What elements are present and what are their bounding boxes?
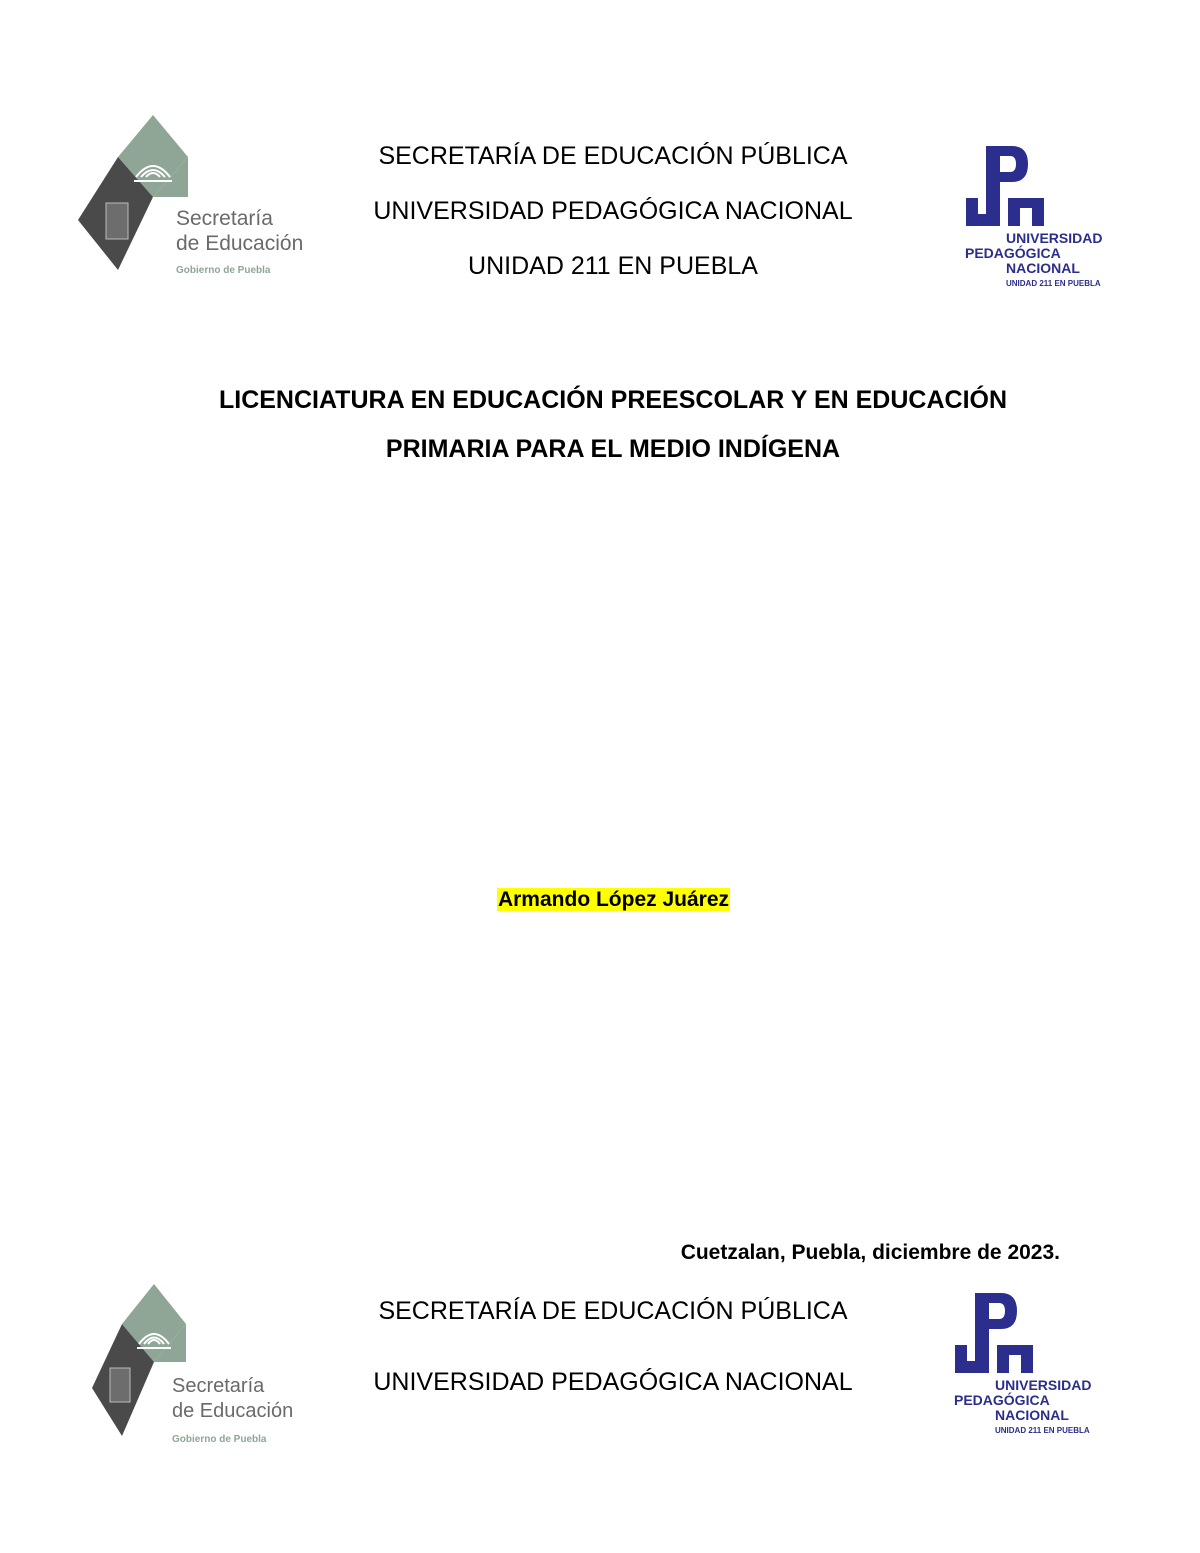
page2-header-line-1: SECRETARÍA DE EDUCACIÓN PÚBLICA: [378, 1297, 848, 1325]
header-line-1: SECRETARÍA DE EDUCACIÓN PÚBLICA: [378, 142, 848, 170]
upn-logo-2-line1: UNIVERSIDAD: [995, 1377, 1092, 1393]
sep-logo-line2: de Educación: [176, 232, 304, 255]
sep-logo: [78, 115, 304, 280]
upn-logo-2-line3: NACIONAL: [995, 1407, 1069, 1423]
upn-logo-line4: UNIDAD 211 EN PUEBLA: [1006, 279, 1101, 288]
header-line-3: UNIDAD 211 EN PUEBLA: [468, 252, 758, 280]
author-highlight: Armando López Juárez: [497, 888, 730, 911]
sep-logo-2-line1: Secretaría: [172, 1375, 265, 1397]
page2-header-line-2: UNIVERSIDAD PEDAGÓGICA NACIONAL: [373, 1368, 853, 1396]
program-line-2: PRIMARIA PARA EL MEDIO INDÍGENA: [385, 435, 841, 463]
upn-logo-line3: NACIONAL: [1006, 260, 1080, 276]
upn-logo-line1: UNIVERSIDAD: [1006, 230, 1103, 246]
program-line-1: LICENCIATURA EN EDUCACIÓN PREESCOLAR Y EN EDUCACIÓN: [218, 386, 1008, 414]
sep-logo-line1: Secretaría: [176, 207, 273, 230]
upn-logo-2-line2: PEDAGÓGICA: [954, 1392, 1050, 1408]
upn-logo: [964, 146, 1124, 286]
sep-logo-2-sub: Gobierno de Puebla: [172, 1434, 267, 1445]
sep-logo-2-line2: de Educación: [172, 1400, 294, 1422]
sep-logo-sub: Gobierno de Puebla: [176, 265, 271, 276]
place-date: Cuetzalan, Puebla, diciembre de 2023.: [680, 1241, 1060, 1264]
author-name: [0, 885, 1200, 915]
upn-logo-2: [953, 1293, 1113, 1433]
upn-logo-2-line4: UNIDAD 211 EN PUEBLA: [995, 1426, 1090, 1435]
sep-logo-2: [92, 1284, 292, 1449]
header-line-2: UNIVERSIDAD PEDAGÓGICA NACIONAL: [373, 197, 853, 225]
upn-logo-line2: PEDAGÓGICA: [965, 245, 1061, 261]
